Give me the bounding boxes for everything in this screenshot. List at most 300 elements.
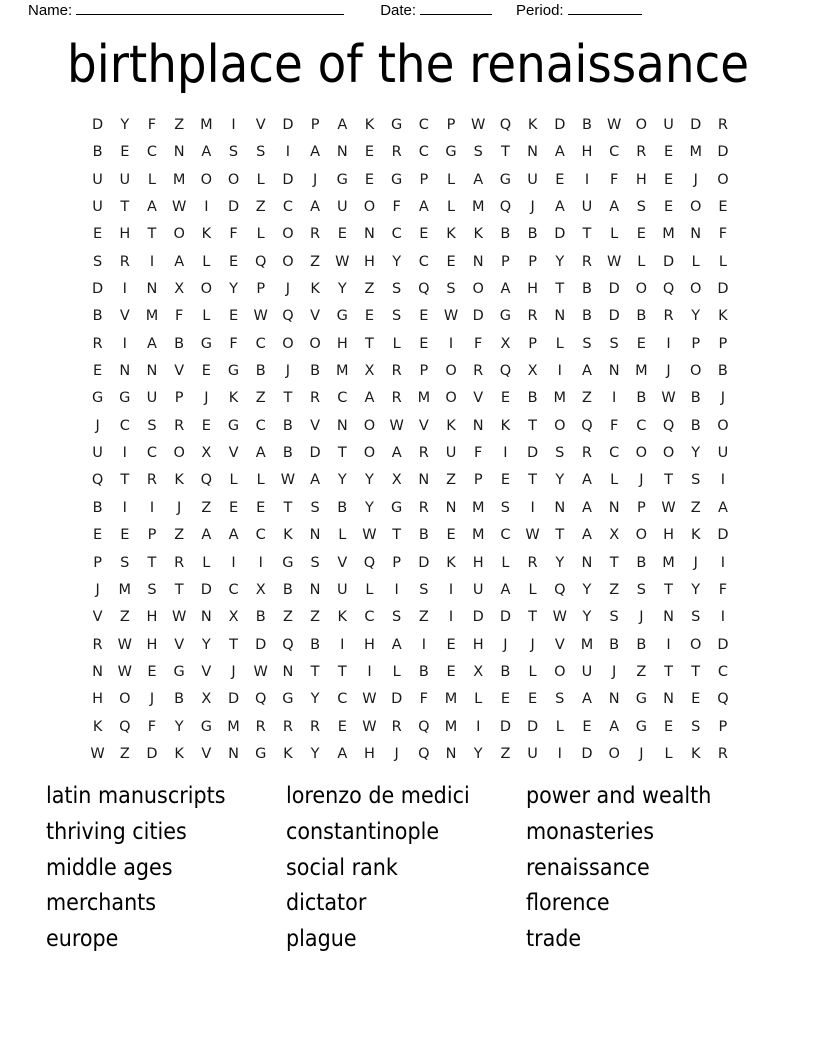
name-input-rule[interactable] xyxy=(76,2,344,15)
grid-cell: E xyxy=(555,171,565,188)
grid-cell: D xyxy=(608,281,620,298)
grid-cell: E xyxy=(663,199,674,216)
grid-cell: I xyxy=(448,609,454,626)
date-input-rule[interactable] xyxy=(420,2,492,15)
grid-cell: I xyxy=(122,445,127,462)
grid-cell: L xyxy=(202,308,211,325)
grid-cell: O xyxy=(363,199,376,216)
grid-cell: E xyxy=(364,308,375,325)
grid-cell: F xyxy=(392,199,401,216)
grid-cell: F xyxy=(147,117,157,133)
grid-cell: H xyxy=(336,335,348,352)
grid-cell: O xyxy=(200,281,213,298)
grid-cell: U xyxy=(581,199,593,216)
grid-cell: U xyxy=(92,171,103,188)
grid-cell: N xyxy=(173,144,185,161)
grid-cell: K xyxy=(283,745,293,762)
grid-cell: N xyxy=(418,472,430,489)
grid-cell: Q xyxy=(282,636,294,653)
grid-cell: N xyxy=(146,363,158,380)
grid-cell: W xyxy=(253,308,268,325)
grid-cell: T xyxy=(500,144,510,161)
grid-cell: S xyxy=(500,499,511,516)
grid-cell: A xyxy=(554,144,565,161)
grid-cell: D xyxy=(227,199,240,216)
grid-cell: E xyxy=(419,335,429,352)
grid-cell: V xyxy=(310,417,321,434)
grid-cell: R xyxy=(391,144,402,161)
name-field[interactable] xyxy=(28,2,344,19)
grid-cell: L xyxy=(610,226,619,243)
grid-cell: W xyxy=(90,745,105,762)
grid-cell: D xyxy=(581,745,593,762)
grid-cell: I xyxy=(149,499,155,516)
date-field[interactable] xyxy=(380,2,492,19)
grid-cell: C xyxy=(418,117,429,133)
grid-cell: Q xyxy=(499,199,512,216)
grid-cell: I xyxy=(421,636,426,653)
grid-cell: E xyxy=(228,499,239,516)
grid-cell: E xyxy=(446,253,456,270)
grid-cell: H xyxy=(472,554,484,571)
grid-cell: X xyxy=(609,527,620,544)
grid-cell: E xyxy=(663,144,674,161)
grid-cell: G xyxy=(200,335,212,352)
grid-cell: G xyxy=(391,171,403,188)
word-list-item: middle ages xyxy=(46,854,173,881)
grid-cell: I xyxy=(122,499,127,516)
grid-cell: J xyxy=(503,636,508,653)
word-list-item: renaissance xyxy=(526,854,650,881)
grid-cell: V xyxy=(554,636,565,653)
grid-cell: N xyxy=(92,663,104,680)
grid-cell: E xyxy=(93,363,103,380)
grid-cell: V xyxy=(174,636,185,653)
grid-cell: W xyxy=(661,499,676,516)
grid-cell: A xyxy=(554,199,565,216)
grid-cell: J xyxy=(612,663,617,680)
grid-cell: B xyxy=(690,417,701,434)
grid-cell: I xyxy=(720,472,726,489)
grid-cell: A xyxy=(717,499,728,516)
grid-cell: P xyxy=(446,117,456,133)
grid-cell: F xyxy=(229,335,238,352)
grid-cell: U xyxy=(663,117,674,133)
grid-cell: C xyxy=(418,144,429,161)
grid-cell: E xyxy=(446,663,456,680)
grid-cell: U xyxy=(717,445,729,462)
word-list-item: florence xyxy=(526,890,610,917)
grid-cell: A xyxy=(310,199,321,216)
grid-cell: O xyxy=(282,253,294,270)
grid-cell: I xyxy=(394,581,399,598)
grid-cell: N xyxy=(527,144,539,161)
grid-cell: H xyxy=(635,171,647,188)
grid-cell: Q xyxy=(282,308,294,325)
worksheet-header xyxy=(0,2,816,26)
grid-cell: R xyxy=(527,554,538,571)
grid-cell: S xyxy=(609,335,619,352)
grid-cell: O xyxy=(173,226,185,243)
grid-cell: X xyxy=(391,472,402,489)
grid-cell: B xyxy=(282,417,293,434)
grid-cell: G xyxy=(635,691,647,708)
grid-cell: E xyxy=(691,691,701,708)
grid-cell: P xyxy=(501,253,510,270)
period-field[interactable] xyxy=(516,2,642,19)
grid-cell: P xyxy=(528,253,537,270)
grid-cell: R xyxy=(310,390,321,407)
grid-cell: M xyxy=(471,199,485,216)
grid-cell: R xyxy=(581,253,592,270)
grid-cell: P xyxy=(636,499,646,516)
grid-cell: H xyxy=(146,609,158,626)
grid-cell: J xyxy=(666,363,671,380)
grid-cell: M xyxy=(118,581,132,598)
grid-cell: O xyxy=(635,281,648,298)
grid-cell: R xyxy=(391,390,402,407)
grid-cell: M xyxy=(662,554,675,571)
grid-cell: C xyxy=(337,390,348,407)
grid-cell: T xyxy=(365,335,374,352)
grid-cell: H xyxy=(364,745,375,762)
grid-cell: A xyxy=(500,281,511,298)
grid-cell: A xyxy=(609,718,620,735)
grid-cell: Z xyxy=(418,609,429,626)
grid-cell: Q xyxy=(418,745,430,762)
grid-cell: T xyxy=(120,199,130,216)
grid-cell: C xyxy=(500,527,511,544)
grid-cell: Q xyxy=(499,117,512,133)
grid-cell: S xyxy=(446,281,456,298)
grid-cell: J xyxy=(285,363,291,380)
grid-cell: O xyxy=(662,445,675,462)
grid-cell: L xyxy=(147,171,157,188)
grid-cell: N xyxy=(445,499,457,516)
grid-cell: Y xyxy=(201,636,211,653)
grid-cell: E xyxy=(256,499,266,516)
period-input-rule[interactable] xyxy=(568,2,642,15)
grid-cell: F xyxy=(609,417,619,434)
grid-cell: F xyxy=(147,718,157,735)
grid-cell: D xyxy=(146,745,158,762)
grid-cell: E xyxy=(528,691,538,708)
grid-cell: I xyxy=(612,390,617,407)
grid-cell: B xyxy=(255,363,266,380)
grid-cell: U xyxy=(92,199,103,216)
grid-cell: B xyxy=(500,226,511,243)
grid-cell: Q xyxy=(255,691,267,708)
grid-cell: W xyxy=(117,663,132,680)
grid-cell: A xyxy=(473,171,484,188)
grid-cell: N xyxy=(554,308,566,325)
grid-cell: J xyxy=(639,609,644,626)
word-list-item: constantinople xyxy=(286,818,440,845)
grid-cell: D xyxy=(418,554,430,571)
grid-cell: Z xyxy=(174,117,185,133)
grid-cell: N xyxy=(472,417,484,434)
word-list-item: thriving cities xyxy=(46,818,187,845)
grid-cell: W xyxy=(117,636,132,653)
grid-cell: D xyxy=(472,609,484,626)
grid-cell: B xyxy=(636,554,647,571)
grid-cell: C xyxy=(146,445,158,462)
grid-cell: G xyxy=(391,117,403,133)
grid-cell: Q xyxy=(91,472,104,489)
grid-cell: Z xyxy=(500,745,511,762)
grid-cell: D xyxy=(92,281,104,298)
grid-cell: A xyxy=(609,199,620,216)
grid-cell: M xyxy=(580,636,594,653)
grid-cell: E xyxy=(337,718,347,735)
grid-cell: S xyxy=(92,253,103,270)
grid-cell: P xyxy=(691,335,701,352)
grid-cell: V xyxy=(174,363,185,380)
grid-cell: P xyxy=(174,390,184,407)
grid-cell: U xyxy=(527,745,538,762)
grid-cell: K xyxy=(446,417,456,434)
grid-cell: D xyxy=(717,281,729,298)
name-label: Name: xyxy=(28,2,73,19)
grid-cell: I xyxy=(285,144,291,161)
grid-cell: O xyxy=(554,417,566,434)
grid-cell: I xyxy=(231,117,236,133)
grid-cell: R xyxy=(663,308,674,325)
grid-cell: B xyxy=(527,226,538,243)
grid-cell: A xyxy=(582,363,592,380)
grid-cell: Z xyxy=(201,499,212,516)
word-list-item: lorenzo de medici xyxy=(286,783,470,809)
grid-cell: Q xyxy=(662,281,675,298)
grid-cell: B xyxy=(282,445,293,462)
grid-cell: I xyxy=(367,663,372,680)
grid-cell: L xyxy=(691,253,700,270)
grid-cell: K xyxy=(174,472,184,489)
grid-cell: I xyxy=(666,335,671,352)
grid-cell: O xyxy=(717,417,729,434)
grid-cell: B xyxy=(92,144,103,161)
grid-cell: J xyxy=(530,636,535,653)
grid-cell: Z xyxy=(582,390,592,407)
grid-cell: T xyxy=(337,445,347,462)
grid-cell: Z xyxy=(446,472,456,489)
grid-cell: I xyxy=(476,718,481,735)
grid-cell: H xyxy=(364,253,375,270)
word-list-item: plague xyxy=(286,926,357,953)
grid-cell: L xyxy=(446,171,456,188)
grid-cell: D xyxy=(309,445,321,462)
grid-cell: R xyxy=(255,718,266,735)
grid-cell: A xyxy=(582,499,592,516)
grid-cell: E xyxy=(446,527,456,544)
grid-cell: S xyxy=(555,445,565,462)
grid-cell: D xyxy=(282,117,294,133)
grid-cell: W xyxy=(362,527,377,544)
grid-cell: A xyxy=(582,691,592,708)
grid-cell: I xyxy=(584,171,590,188)
grid-cell: O xyxy=(690,363,702,380)
grid-cell: N xyxy=(119,363,131,380)
grid-cell: Z xyxy=(310,609,321,626)
grid-cell: M xyxy=(553,390,567,407)
grid-cell: V xyxy=(473,390,484,407)
grid-cell: I xyxy=(503,445,508,462)
grid-cell: G xyxy=(200,718,212,735)
grid-cell: R xyxy=(473,363,484,380)
grid-cell: D xyxy=(690,117,702,133)
grid-cell: D xyxy=(662,253,675,270)
grid-cell: C xyxy=(255,335,266,352)
grid-cell: W xyxy=(362,691,377,708)
grid-cell: Y xyxy=(582,581,592,598)
grid-cell: J xyxy=(285,281,291,298)
grid-cell: W xyxy=(443,308,459,325)
date-label: Date: xyxy=(380,2,417,19)
grid-cell: N xyxy=(309,527,321,544)
grid-cell: I xyxy=(258,554,263,571)
grid-cell: Y xyxy=(229,281,238,298)
grid-cell: V xyxy=(310,308,321,325)
grid-cell: N xyxy=(554,499,566,516)
grid-cell: L xyxy=(555,335,564,352)
grid-cell: N xyxy=(364,226,375,243)
grid-cell: E xyxy=(93,527,103,544)
grid-cell: W xyxy=(253,663,268,680)
grid-cell: D xyxy=(472,308,484,325)
grid-cell: L xyxy=(365,581,374,598)
grid-cell: R xyxy=(310,718,321,735)
grid-cell: F xyxy=(718,581,728,598)
grid-cell: A xyxy=(418,199,429,216)
grid-cell: X xyxy=(527,363,538,380)
grid-cell: W xyxy=(606,117,622,133)
grid-cell: E xyxy=(500,691,510,708)
grid-cell: D xyxy=(255,636,267,653)
grid-cell: T xyxy=(147,554,157,571)
grid-cell: S xyxy=(555,691,565,708)
grid-cell: F xyxy=(474,445,483,462)
grid-cell: U xyxy=(336,581,348,598)
grid-cell: O xyxy=(635,445,648,462)
grid-cell: T xyxy=(283,390,293,407)
grid-cell: E xyxy=(446,636,456,653)
grid-cell: P xyxy=(419,171,429,188)
grid-cell: A xyxy=(582,472,592,489)
grid-cell: X xyxy=(201,691,212,708)
grid-cell: J xyxy=(95,581,100,598)
grid-cell: G xyxy=(119,390,131,407)
grid-cell: P xyxy=(93,554,102,571)
grid-cell: X xyxy=(255,581,266,598)
grid-cell: W xyxy=(661,390,676,407)
grid-cell: S xyxy=(392,308,402,325)
grid-cell: M xyxy=(471,499,485,516)
grid-cell: V xyxy=(92,609,103,626)
grid-cell: C xyxy=(418,253,429,270)
grid-cell: J xyxy=(530,199,535,216)
grid-cell: S xyxy=(228,144,239,161)
grid-cell: W xyxy=(335,253,350,270)
grid-cell: B xyxy=(92,499,103,516)
grid-cell: B xyxy=(418,527,429,544)
grid-cell: A xyxy=(310,144,321,161)
grid-cell: K xyxy=(690,527,701,544)
grid-cell: B xyxy=(310,363,321,380)
grid-cell: J xyxy=(639,745,644,762)
grid-cell: A xyxy=(500,581,511,598)
grid-cell: T xyxy=(528,472,538,489)
grid-cell: O xyxy=(200,171,213,188)
grid-cell: F xyxy=(174,308,184,325)
grid-cell: I xyxy=(340,636,345,653)
grid-cell: D xyxy=(391,691,403,708)
word-list-item: latin manuscripts xyxy=(46,783,226,809)
grid-cell: J xyxy=(95,417,100,434)
grid-cell: E xyxy=(337,226,347,243)
grid-cell: O xyxy=(635,527,648,544)
word-list xyxy=(46,779,776,958)
grid-cell: Q xyxy=(717,691,729,708)
grid-cell: J xyxy=(231,663,236,680)
grid-cell: R xyxy=(174,417,185,434)
grid-cell: T xyxy=(664,663,673,680)
grid-cell: X xyxy=(201,445,212,462)
grid-cell: R xyxy=(717,745,728,762)
grid-cell: T xyxy=(337,663,347,680)
grid-cell: S xyxy=(609,609,619,626)
grid-cell: L xyxy=(637,253,646,270)
grid-cell: A xyxy=(201,144,212,161)
grid-cell: S xyxy=(419,581,429,598)
grid-cell: Y xyxy=(310,691,320,708)
grid-cell: Y xyxy=(555,472,565,489)
grid-cell: H xyxy=(527,281,539,298)
grid-cell: V xyxy=(201,663,212,680)
grid-cell: G xyxy=(499,171,512,188)
grid-cell: L xyxy=(256,171,265,188)
grid-cell: Q xyxy=(554,581,566,598)
grid-cell: P xyxy=(147,527,157,544)
grid-cell: O xyxy=(554,663,566,680)
grid-cell: U xyxy=(445,445,457,462)
grid-cell: N xyxy=(608,499,620,516)
grid-cell: S xyxy=(636,581,646,598)
grid-cell: B xyxy=(690,390,701,407)
grid-cell: S xyxy=(636,199,646,216)
grid-cell: Q xyxy=(418,718,430,735)
word-list-item: social rank xyxy=(286,854,398,881)
grid-cell: H xyxy=(581,144,593,161)
grid-cell: Y xyxy=(555,554,565,571)
grid-cell: B xyxy=(337,499,348,516)
grid-cell: N xyxy=(663,691,674,708)
grid-cell: Z xyxy=(255,390,266,407)
grid-cell: S xyxy=(691,609,701,626)
grid-cell: L xyxy=(229,472,238,489)
grid-cell: M xyxy=(444,691,458,708)
grid-cell: S xyxy=(147,417,157,434)
grid-cell: U xyxy=(119,171,131,188)
grid-cell: O xyxy=(717,171,729,188)
grid-cell: Y xyxy=(691,445,701,462)
word-list-item: merchants xyxy=(46,890,157,917)
grid-cell: N xyxy=(690,226,702,243)
grid-cell: E xyxy=(364,171,375,188)
grid-cell: L xyxy=(392,335,401,352)
grid-cell: O xyxy=(472,281,484,298)
grid-cell: V xyxy=(337,554,348,571)
grid-cell: K xyxy=(473,226,483,243)
